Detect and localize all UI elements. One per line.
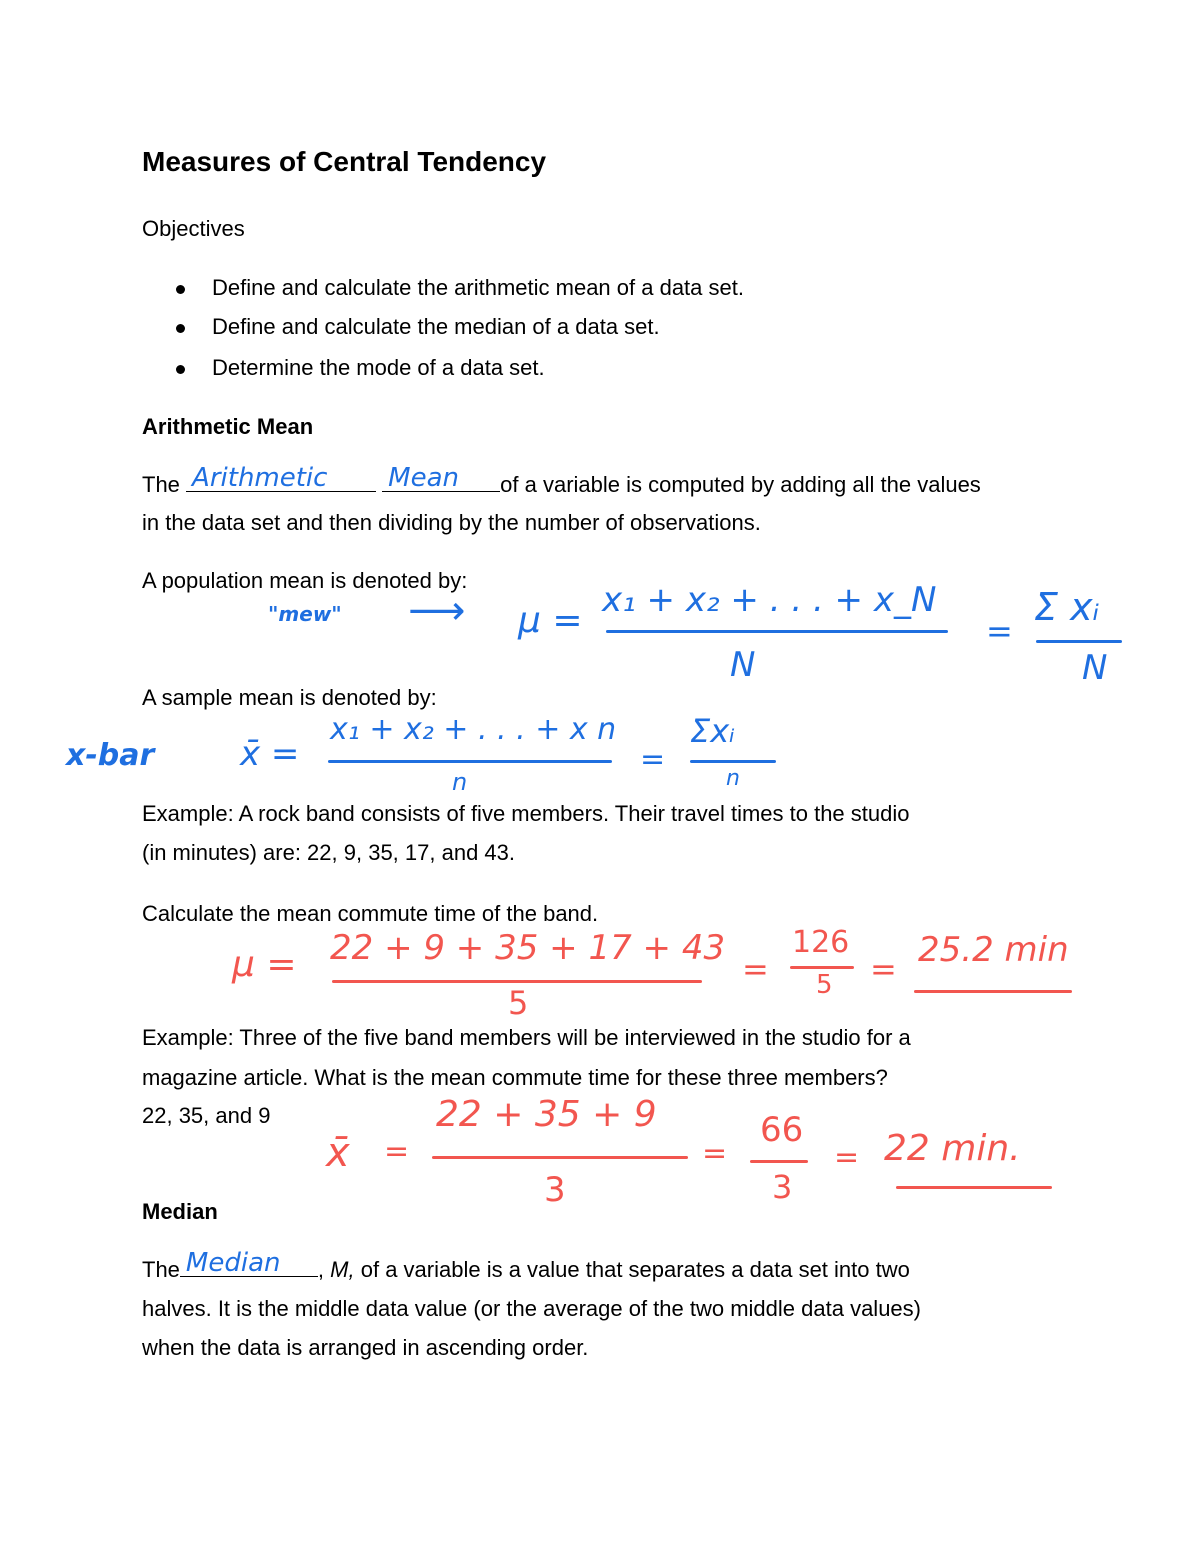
- definition-prefix: The: [142, 472, 180, 497]
- fraction-bar: [690, 760, 776, 763]
- population-formula-denominator: N: [730, 645, 756, 685]
- example1-lhs: μ =: [232, 944, 297, 985]
- sample-formula-lhs: x̄ =: [240, 734, 300, 774]
- arithmetic-mean-heading: Arithmetic Mean: [142, 414, 314, 439]
- example2-lhs: x̄: [326, 1130, 350, 1176]
- example1-fraction-denominator: 5: [816, 970, 833, 1000]
- objective-item: Determine the mode of a data set.: [212, 355, 545, 380]
- equals-sign: =: [640, 742, 666, 777]
- example1-result: 25.2 min: [918, 930, 1069, 970]
- median-definition-line2: halves. It is the middle data value (or the average of the two middle data values): [142, 1296, 921, 1321]
- handwritten-answer: Mean: [388, 463, 460, 493]
- example2-text-line1: Example: Three of the five band members will be interviewed in the studio for a: [142, 1025, 911, 1050]
- answer-underline: [914, 990, 1072, 993]
- fraction-bar: [432, 1156, 688, 1159]
- definition-suffix: of a variable is a value that separates a data set into two: [360, 1257, 910, 1282]
- bullet-icon: [176, 365, 185, 374]
- fraction-bar: [790, 966, 854, 969]
- bullet-icon: [176, 285, 185, 294]
- example2-fraction-denominator: 3: [772, 1168, 793, 1206]
- equals-sign: =: [742, 950, 769, 988]
- fraction-bar: [328, 760, 612, 763]
- example1-denominator: 5: [508, 984, 529, 1022]
- median-definition-line1: The Median , M, of a variable is a value that separates a data set into two: [142, 1248, 910, 1282]
- definition-suffix: of a variable is computed by adding all the values: [500, 472, 981, 497]
- equals-sign: =: [702, 1136, 728, 1171]
- handwritten-note: "mew": [268, 602, 342, 626]
- median-symbol: M,: [330, 1257, 355, 1282]
- example1-text-line2: (in minutes) are: 22, 9, 35, 17, and 43.: [142, 840, 516, 865]
- sample-formula-denominator: n: [452, 768, 468, 796]
- population-sum-denominator: N: [1082, 648, 1108, 688]
- median-definition-line3: when the data is arranged in ascending order.: [142, 1335, 589, 1360]
- fill-blank-mean: [382, 463, 500, 493]
- sample-sum-denominator: n: [726, 766, 740, 791]
- objective-item: Define and calculate the arithmetic mean of a data set.: [212, 275, 744, 300]
- objective-item: Define and calculate the median of a data set.: [212, 314, 660, 339]
- population-sum: Σ xᵢ: [1034, 585, 1100, 629]
- example2-numerator: 22 + 35 + 9: [436, 1094, 657, 1135]
- example2-denominator: 3: [544, 1170, 566, 1210]
- equals-sign: =: [986, 612, 1013, 650]
- example1-question: Calculate the mean commute time of the band.: [142, 901, 599, 926]
- example1-fraction-numerator: 126: [792, 925, 850, 960]
- handwritten-answer: Arithmetic: [192, 463, 328, 493]
- fraction-bar: [606, 630, 948, 633]
- answer-underline: [896, 1186, 1052, 1189]
- population-formula-numerator: x₁ + x₂ + . . . + x_N: [602, 580, 937, 620]
- example1-numerator: 22 + 9 + 35 + 17 + 43: [330, 928, 726, 968]
- example2-fraction-numerator: 66: [760, 1110, 804, 1150]
- median-heading: Median: [142, 1199, 218, 1224]
- population-mean-label: A population mean is denoted by:: [142, 568, 468, 593]
- fill-blank-median: [180, 1248, 318, 1278]
- example2-result: 22 min.: [884, 1128, 1021, 1169]
- sample-mean-label: A sample mean is denoted by:: [142, 685, 437, 710]
- mean-definition-line1: [142, 463, 981, 498]
- example2-text-line3: 22, 35, and 9: [142, 1103, 271, 1128]
- sample-formula-numerator: x₁ + x₂ + . . . + x n: [330, 712, 617, 747]
- bullet-icon: [176, 324, 185, 333]
- example1-text-line1: Example: A rock band consists of five members. Their travel times to the studio: [142, 801, 910, 826]
- page-title: Measures of Central Tendency: [142, 146, 547, 177]
- equals-sign: =: [834, 1140, 860, 1175]
- sample-sum: Σxᵢ: [690, 712, 735, 750]
- mean-definition-line2: in the data set and then dividing by the number of observations.: [142, 510, 761, 535]
- handwritten-answer: Median: [185, 1248, 281, 1278]
- objectives-heading: Objectives: [142, 216, 245, 241]
- fill-blank-arithmetic: [186, 463, 376, 493]
- equals-sign: =: [870, 950, 897, 988]
- population-formula-lhs: μ =: [518, 600, 583, 641]
- equals-sign: =: [384, 1134, 410, 1169]
- fraction-bar: [332, 980, 702, 983]
- fraction-bar: [1036, 640, 1122, 643]
- handwritten-note: x-bar: [66, 738, 155, 773]
- fraction-bar: [750, 1160, 808, 1163]
- definition-prefix: The: [142, 1257, 180, 1282]
- example2-text-line2: magazine article. What is the mean commute time for these three members?: [142, 1065, 888, 1090]
- arrow-icon: ⟶: [408, 588, 466, 634]
